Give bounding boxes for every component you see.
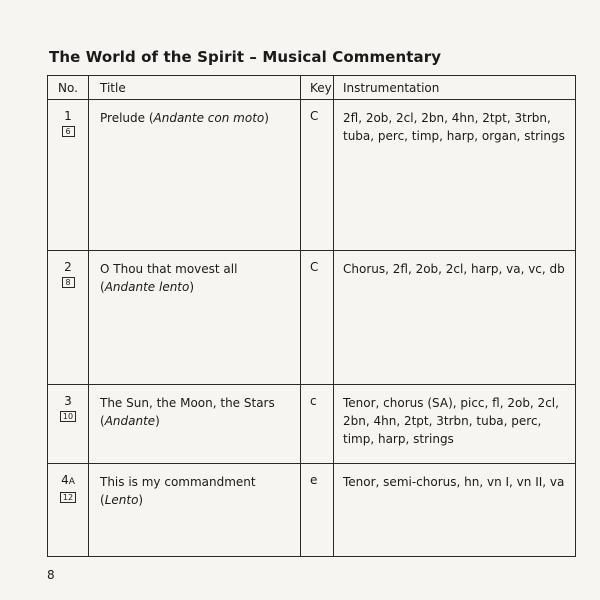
number-cell xyxy=(48,385,89,464)
table-header-row xyxy=(48,76,576,100)
bar-number-box: 12 xyxy=(60,492,76,503)
page-title: The World of the Spirit – Musical Commentary xyxy=(49,48,442,66)
bar-number-box: 8 xyxy=(62,277,75,288)
header-key: Key xyxy=(301,76,334,100)
bar-number-box: 10 xyxy=(60,411,76,422)
instrumentation-cell: Tenor, chorus (SA), picc, fl, 2ob, 2cl, 2bn, 4hn, 2tpt, 3trbn, tuba, perc, timp, harp, strings xyxy=(334,385,576,464)
table-row xyxy=(48,100,576,251)
page-number: 8 xyxy=(47,568,55,582)
commentary-table xyxy=(47,75,576,557)
item-number-suffix: A xyxy=(68,477,75,487)
title-cell: O Thou that movest all (Andante lento) xyxy=(89,251,301,385)
title-cell xyxy=(89,100,301,251)
bar-number-box: 6 xyxy=(62,126,75,137)
table-row xyxy=(48,464,576,557)
header-title: Title xyxy=(89,76,301,100)
table-row xyxy=(48,251,576,385)
title-text: O Thou that movest all xyxy=(100,262,238,276)
title-cell: The Sun, the Moon, the Stars (Andante) xyxy=(89,385,301,464)
number-cell xyxy=(48,100,89,251)
title-end: ) xyxy=(264,111,269,125)
key-cell: C xyxy=(301,100,334,251)
header-instrumentation: Instrumentation xyxy=(334,76,576,100)
number-cell xyxy=(48,464,89,557)
tempo-marking: Andante con moto xyxy=(153,111,265,125)
title-text: The Sun, the Moon, the Stars xyxy=(100,396,275,410)
table-row xyxy=(48,385,576,464)
tempo-marking: Andante xyxy=(104,414,156,428)
tempo-marking: Lento xyxy=(104,493,139,507)
item-number: 2 xyxy=(64,260,72,274)
item-number: 3 xyxy=(64,394,72,408)
number-cell xyxy=(48,251,89,385)
item-number: 4A xyxy=(61,473,75,487)
title-end: ) xyxy=(138,493,144,507)
title-cell xyxy=(89,464,301,557)
instrumentation-cell: Tenor, semi-chorus, hn, vn I, vn II, va xyxy=(334,464,576,557)
header-no: No. xyxy=(48,76,89,100)
title-text: This is my commandment ( xyxy=(100,475,256,507)
title-text: Prelude ( xyxy=(100,111,154,125)
item-number: 1 xyxy=(64,109,72,123)
tempo-marking: Andante lento xyxy=(104,280,190,294)
key-cell: c xyxy=(301,385,334,464)
instrumentation-cell: Chorus, 2fl, 2ob, 2cl, harp, va, vc, db xyxy=(334,251,576,385)
key-cell: e xyxy=(301,464,334,557)
instrumentation-cell: 2fl, 2ob, 2cl, 2bn, 4hn, 2tpt, 3trbn, tuba, perc, timp, harp, organ, strings xyxy=(334,100,576,251)
key-cell: C xyxy=(301,251,334,385)
